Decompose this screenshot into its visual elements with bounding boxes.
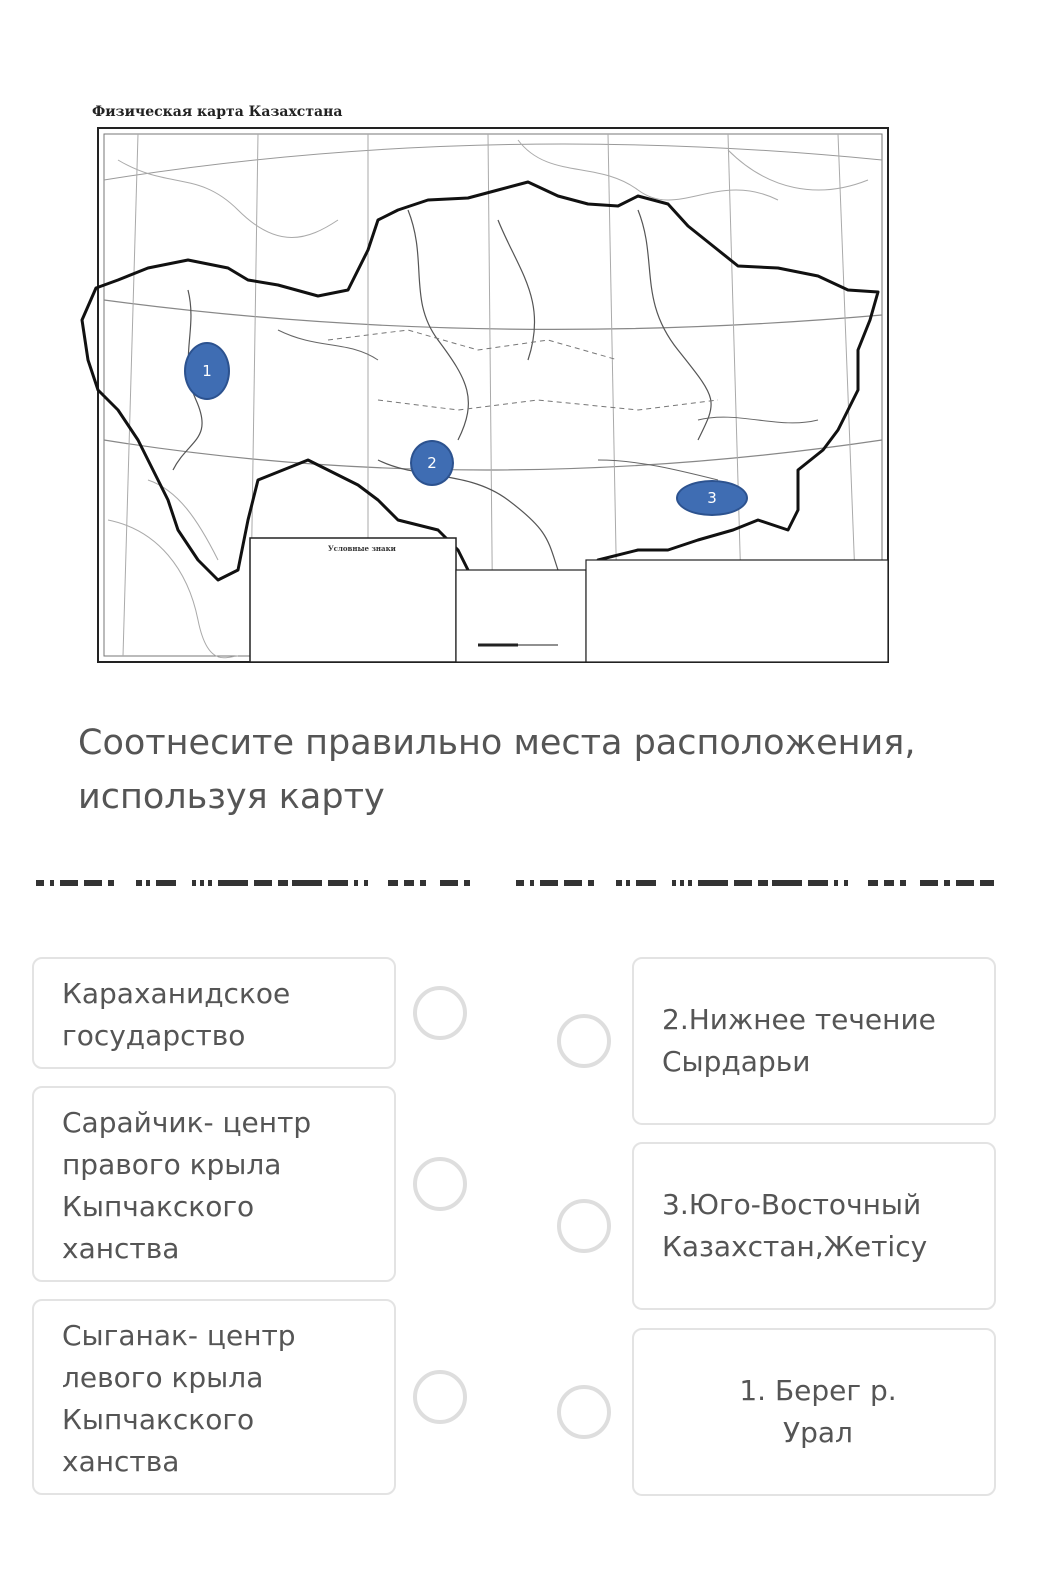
match-left-radio-1[interactable] [413,986,467,1040]
section-divider [36,878,994,888]
match-right-radio-2[interactable] [557,1199,611,1253]
question-text: Соотнесите правильно места расположения, используя карту [78,723,916,817]
map-marker-3: 3 [676,480,748,516]
match-right-radio-3[interactable] [557,1385,611,1439]
match-left-item-3[interactable] [32,1299,396,1495]
match-right-item-3[interactable] [632,1328,996,1496]
match-right-item-1-text: 2.Нижнее течение Сырдарьи [662,1003,936,1078]
match-left-radio-3[interactable] [413,1370,467,1424]
match-left-item-2-text: Сарайчик- центр правого крыла Кыпчакского ханства [62,1106,312,1265]
match-right-item-2-text: 3.Юго-Восточный Казахстан,Жетісу [662,1188,928,1263]
map-legend-label: Условные знаки [328,544,396,553]
match-left-item-1[interactable] [32,957,396,1069]
match-left-item-2[interactable] [32,1086,396,1282]
match-right-item-1[interactable] [632,957,996,1125]
match-right-radio-1[interactable] [557,1014,611,1068]
match-left-item-1-text: Караханидское государство [62,977,291,1052]
match-right-item-3-text: 1. Берег р. Урал [739,1374,897,1449]
map-marker-1: 1 [184,342,230,400]
match-left-radio-2[interactable] [413,1157,467,1211]
map-marker-2: 2 [410,440,454,486]
match-right-item-2[interactable] [632,1142,996,1310]
match-left-item-3-text: Сыганак- центр левого крыла Кыпчакского ханства [62,1319,296,1478]
kazakhstan-map [78,100,908,680]
map-title: Физическая карта Казахстана [92,104,343,120]
